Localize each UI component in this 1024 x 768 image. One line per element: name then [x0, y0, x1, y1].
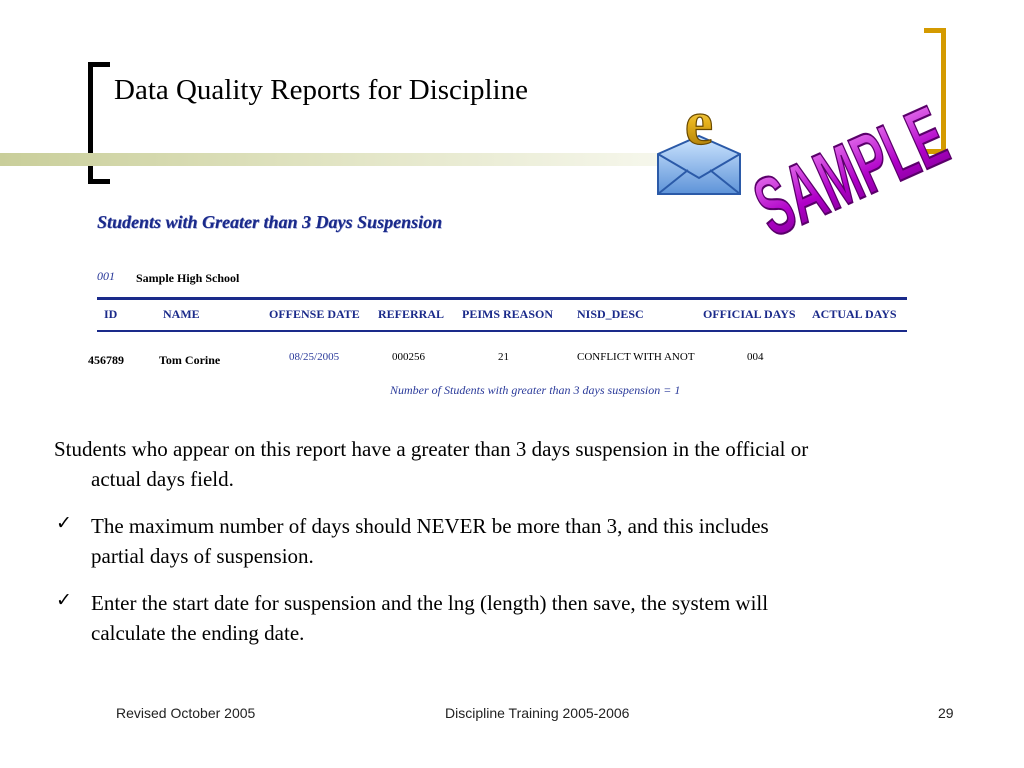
- school-name: Sample High School: [136, 271, 240, 285]
- footer-revised-date: Revised October 2005: [116, 705, 256, 721]
- bullet-1-line-1: The maximum number of days should NEVER be more than 3, and this includes: [91, 514, 769, 538]
- check-icon: ✓: [56, 590, 72, 611]
- row-offense-date: 08/25/2005: [289, 351, 340, 363]
- school-code: 001: [97, 269, 115, 283]
- report-header-rule-bottom: [97, 330, 907, 332]
- column-header-referral: REFERRAL: [378, 307, 445, 321]
- intro-line-1: Students who appear on this report have a greater than 3 days suspension in the official or: [54, 437, 809, 461]
- bullet-2-line-1: Enter the start date for suspension and the lng (length) then save, the system will: [91, 591, 769, 615]
- row-name: Tom Corine: [159, 353, 221, 367]
- row-referral: 000256: [392, 351, 425, 363]
- sample-stamp: [741, 88, 961, 255]
- email-icon-letter: e: [684, 87, 714, 158]
- row-peims-reason: 21: [498, 351, 509, 363]
- report-summary: Number of Students with greater than 3 days suspension = 1: [390, 383, 681, 397]
- column-header-nisd-desc: NISD_DESC: [577, 307, 644, 321]
- bullet-1-line-2: partial days of suspension.: [91, 544, 314, 568]
- sample-stamp-text: SAMPLE: [741, 88, 961, 255]
- row-official-days: 004: [747, 351, 764, 363]
- row-id: 456789: [88, 353, 124, 367]
- slide-title: Data Quality Reports for Discipline: [114, 74, 528, 106]
- row-nisd-desc: CONFLICT WITH ANOT: [577, 351, 695, 363]
- title-underline-band: [0, 153, 660, 166]
- report-title: Students with Greater than 3 Days Suspension: [97, 212, 443, 232]
- footer-page-number: 29: [938, 705, 954, 721]
- column-header-name: NAME: [163, 307, 200, 321]
- column-header-offense-date: OFFENSE DATE: [269, 307, 360, 321]
- column-header-peims-reason: PEIMS REASON: [462, 307, 554, 321]
- column-header-id: ID: [104, 307, 118, 321]
- column-header-official-days: OFFICIAL DAYS: [703, 307, 796, 321]
- email-icon: [652, 87, 746, 198]
- bullet-1: [91, 511, 991, 571]
- bullet-2: [91, 588, 991, 648]
- column-header-actual-days: ACTUAL DAYS: [812, 307, 897, 321]
- bullet-2-line-2: calculate the ending date.: [91, 621, 305, 645]
- report-header-rule-top: [97, 297, 907, 300]
- check-icon: ✓: [56, 513, 72, 534]
- footer-course-title: Discipline Training 2005-2006: [445, 705, 630, 721]
- intro-line-2: actual days field.: [91, 467, 234, 491]
- intro-paragraph: [54, 434, 984, 494]
